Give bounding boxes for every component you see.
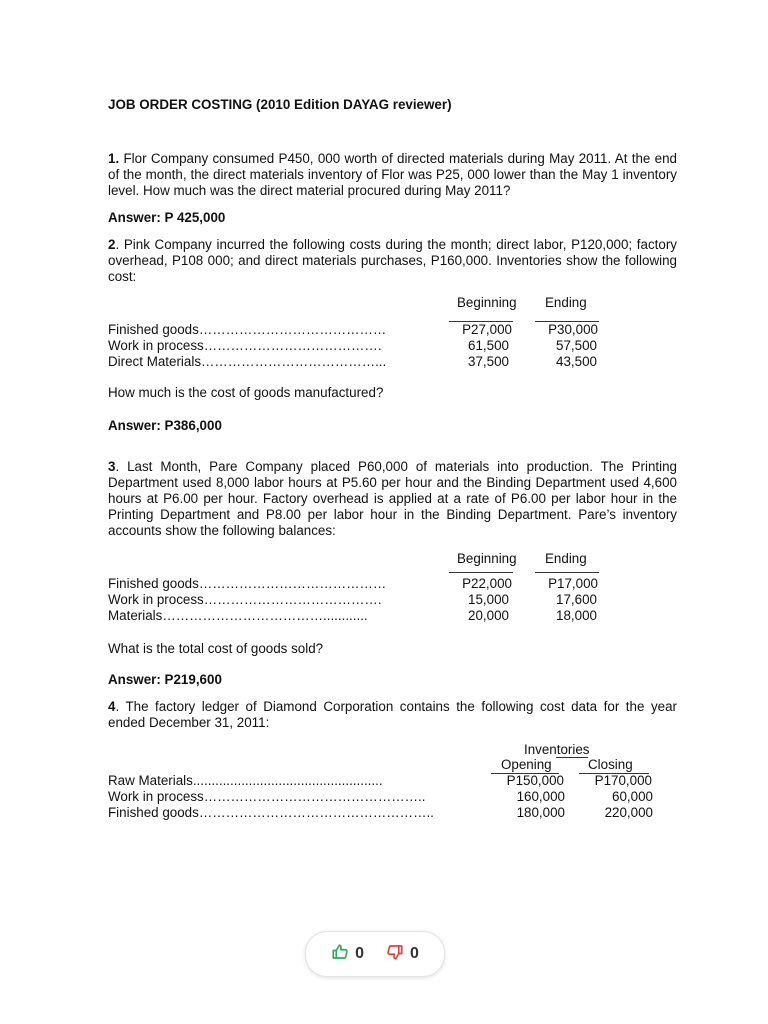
q4-row-opening: P150,000 (506, 773, 564, 788)
q2-row-beginning: 37,500 (468, 354, 509, 369)
q2-row-ending: 57,500 (556, 338, 597, 353)
question-1-answer: Answer: P 425,000 (108, 210, 226, 225)
q3-header-beginning: Beginning (457, 551, 517, 566)
question-3-text (108, 459, 677, 539)
q4-row-opening: 180,000 (516, 805, 565, 820)
q4-row-closing: 60,000 (612, 789, 653, 804)
q3-row-label: Finished goods…………………………………… (108, 576, 387, 591)
question-2-answer: Answer: P386,000 (108, 418, 222, 433)
q3-header-ending: Ending (545, 551, 587, 566)
q4-header-opening: Opening (501, 757, 552, 772)
q3-header-underline-1 (449, 572, 513, 573)
q4-row-label: Raw Materials................................................... (108, 773, 383, 788)
question-1-number: 1. (108, 151, 120, 166)
question-3-answer: Answer: P219,600 (108, 672, 222, 687)
question-4-text (108, 699, 677, 731)
question-3-body: . Last Month, Pare Company placed P60,000 of materials into production. The Printing Department used 8,000 labor hours at P5.60 per hour and the Binding Department used 4,600 hours at P6.00 per hour. Factory overhead is applied at a rate of P6.00 per labor hour in the Printing Department and P8.00 per labor hour in the Binding Department. Pare’s inventory accounts show the following balances: (108, 459, 677, 538)
q3-row-label: Work in process…………………………………. (108, 592, 382, 607)
q4-row-closing: 220,000 (604, 805, 653, 820)
downvote-button[interactable] (386, 943, 419, 966)
q3-row-beginning: 15,000 (468, 592, 509, 607)
question-1-text (108, 151, 677, 199)
q2-row-ending: P30,000 (548, 322, 598, 337)
q4-row-label: Work in process………………………………………….. (108, 789, 426, 804)
thumbs-down-icon (386, 943, 404, 966)
q2-row-label: Finished goods…………………………………… (108, 322, 387, 337)
q2-row-label: Direct Materials…………………………………... (108, 354, 387, 369)
q2-row-beginning: 61,500 (468, 338, 509, 353)
question-2-text (108, 237, 677, 285)
q3-row-ending: 18,000 (556, 608, 597, 623)
q4-row-opening: 160,000 (516, 789, 565, 804)
q4-group-header: Inventories (524, 742, 590, 757)
question-4-number: 4 (108, 699, 116, 714)
q2-header-ending: Ending (545, 295, 587, 310)
question-2-number: 2 (108, 237, 116, 252)
document-title: JOB ORDER COSTING (2010 Edition DAYAG reviewer) (108, 97, 452, 112)
downvote-count: 0 (410, 945, 419, 962)
question-1-body: Flor Company consumed P450, 000 worth of directed materials during May 2011. At the end of the month, the direct materials inventory of Flor was P25, 000 lower than the May 1 inventory level. How much was the direct material procured during May 2011? (108, 151, 677, 198)
question-2-body: . Pink Company incurred the following costs during the month; direct labor, P120,000; factory overhead, P108 000; and direct materials purchases, P160,000. Inventories show the following cost: (108, 237, 677, 284)
question-2-question: How much is the cost of goods manufactured? (108, 385, 384, 400)
q3-row-ending: 17,600 (556, 592, 597, 607)
q3-row-ending: P17,000 (548, 576, 598, 591)
q3-header-underline-2 (535, 572, 599, 573)
q2-header-beginning: Beginning (457, 295, 517, 310)
q2-row-label: Work in process…………………………………. (108, 338, 382, 353)
q4-header-underline-group (556, 757, 588, 758)
question-4-body: . The factory ledger of Diamond Corporation contains the following cost data for the year ended December 31, 2011: (108, 699, 677, 730)
q3-row-beginning: P22,000 (462, 576, 512, 591)
thumbs-up-icon (331, 943, 349, 966)
vote-bar (305, 931, 445, 977)
question-3-question: What is the total cost of goods sold? (108, 641, 324, 656)
q3-row-beginning: 20,000 (468, 608, 509, 623)
upvote-count: 0 (355, 945, 364, 962)
q4-header-closing: Closing (588, 757, 633, 772)
q2-row-ending: 43,500 (556, 354, 597, 369)
q2-row-beginning: P27,000 (462, 322, 512, 337)
q4-row-label: Finished goods…………………………………………….. (108, 805, 434, 820)
q3-row-label: Materials………………………………............ (108, 608, 368, 623)
question-3-number: 3 (108, 459, 116, 474)
upvote-button[interactable] (331, 943, 364, 966)
q4-row-closing: P170,000 (594, 773, 652, 788)
